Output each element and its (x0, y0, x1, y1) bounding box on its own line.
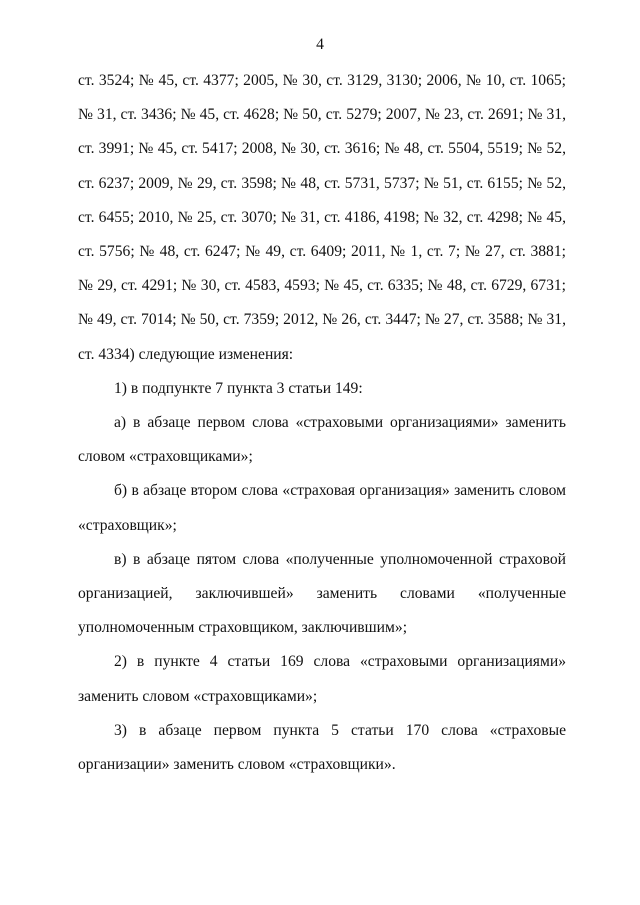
text-line: а) в абзаце первом слова «страховыми организациями» заменить (114, 414, 566, 432)
page-number: 4 (316, 36, 324, 53)
text-line: 3) в абзаце первом пункта 5 статьи 170 слова «страховые (114, 721, 566, 739)
text-line: ст. 3991; № 45, ст. 5417; 2008, № 30, ст. 3616; № 48, ст. 5504, 5519; № 52, (78, 140, 566, 158)
text-line: ст. 4334) следующие изменения: (78, 345, 294, 363)
paragraph-item-1b (78, 474, 566, 542)
text-line: организации» заменить словом «страховщики». (78, 756, 396, 774)
paragraph-item-3 (78, 714, 566, 782)
text-line: словом «страховщиками»; (78, 448, 253, 466)
text-line: «страховщик»; (78, 516, 177, 534)
paragraph-item-1a (78, 406, 566, 474)
text-line: ст. 6237; 2009, № 29, ст. 3598; № 48, ст. 5731, 5737; № 51, ст. 6155; № 52, (78, 174, 566, 192)
text-line: № 29, ст. 4291; № 30, ст. 4583, 4593; № 45, ст. 6335; № 48, ст. 6729, 6731; (78, 277, 566, 295)
text-line: организацией, заключившей» заменить словами «полученные (78, 585, 566, 603)
text-line: 2) в пункте 4 статьи 169 слова «страховыми организациями» (114, 653, 566, 671)
text-line: уполномоченным страховщиком, заключившим»; (78, 619, 408, 637)
text-line: ст. 5756; № 48, ст. 6247; № 49, ст. 6409; 2011, № 1, ст. 7; № 27, ст. 3881; (78, 243, 566, 261)
text-line: заменить словом «страховщиками»; (78, 687, 318, 705)
text-line: № 31, ст. 3436; № 45, ст. 4628; № 50, ст. 5279; 2007, № 23, ст. 2691; № 31, (78, 106, 566, 124)
text-line: 1) в подпункте 7 пункта 3 статьи 149: (114, 379, 363, 397)
document-body (78, 64, 566, 782)
paragraph-item-2 (78, 645, 566, 713)
text-line: ст. 3524; № 45, ст. 4377; 2005, № 30, ст. 3129, 3130; 2006, № 10, ст. 1065; (78, 72, 566, 89)
paragraph-item-1 (78, 372, 566, 406)
text-line: ст. 6455; 2010, № 25, ст. 3070; № 31, ст. 4186, 4198; № 32, ст. 4298; № 45, (78, 208, 566, 226)
paragraph-citations (78, 64, 566, 372)
text-line: б) в абзаце втором слова «страховая организация» заменить словом (114, 482, 566, 500)
text-line: № 49, ст. 7014; № 50, ст. 7359; 2012, № 26, ст. 3447; № 27, ст. 3588; № 31, (78, 311, 566, 329)
paragraph-item-1v (78, 543, 566, 646)
text-line: в) в абзаце пятом слова «полученные уполномоченной страховой (114, 550, 566, 568)
